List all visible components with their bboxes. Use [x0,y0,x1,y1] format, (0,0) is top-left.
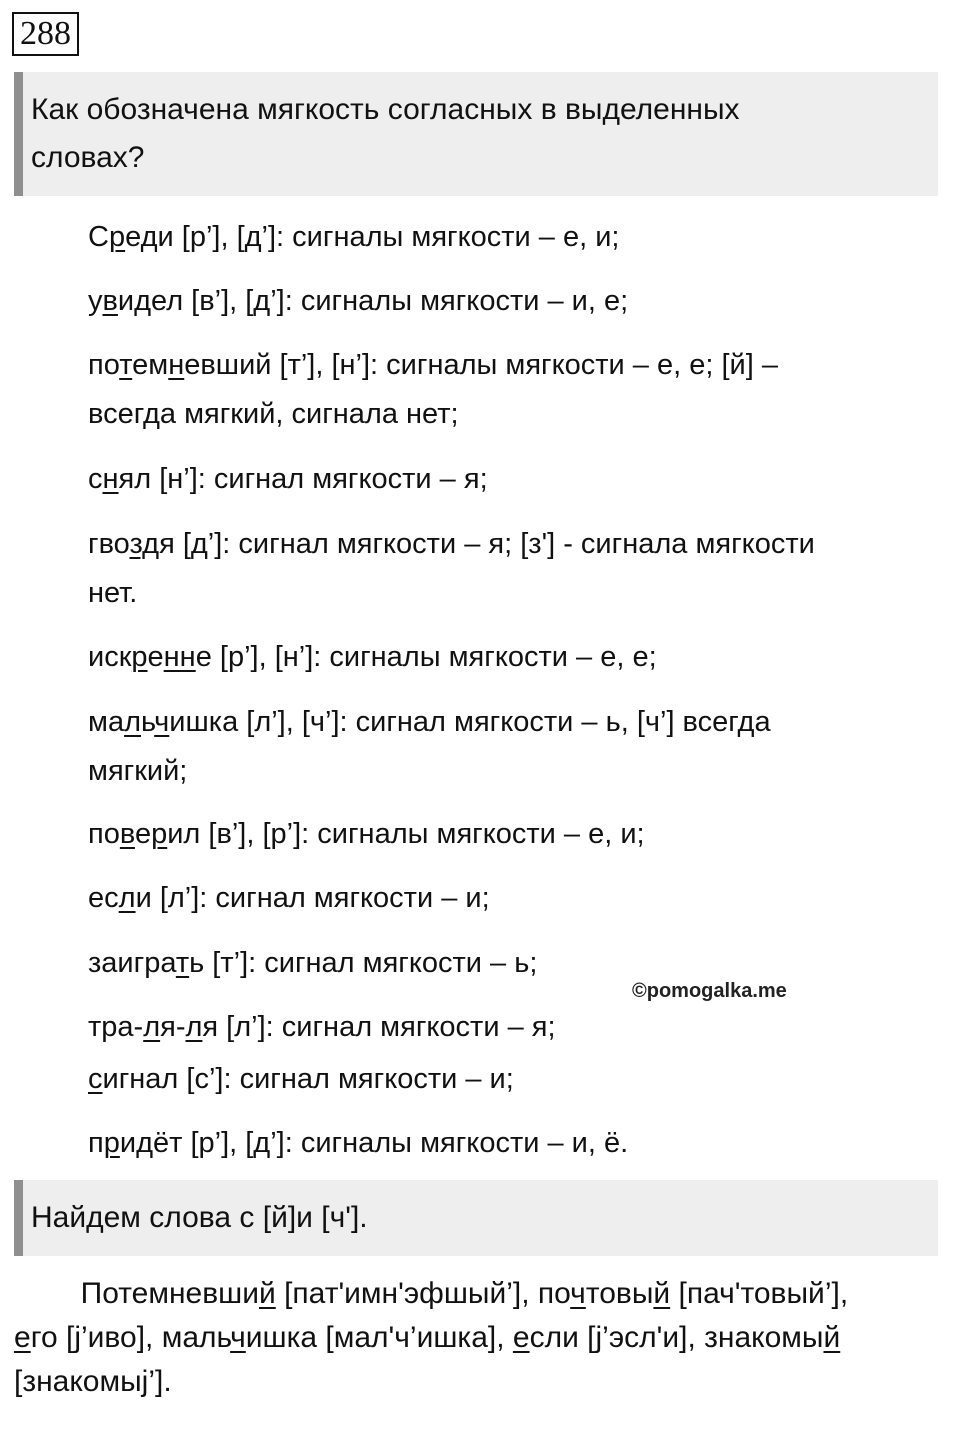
underlined-letter: л [118,882,136,914]
underlined-letter: ч [570,1277,586,1310]
answer-line [88,874,490,922]
underlined-letter: в [102,285,118,317]
text-segment: я- [160,1011,186,1043]
underlined-letter: р [108,221,126,253]
answer-line [88,747,187,795]
underlined-letter: р [151,818,168,850]
question-callout [14,72,938,196]
underlined-letter: д [136,1127,153,1159]
answer-line [88,1003,556,1051]
text-segment: с [88,463,103,495]
text-segment: ял [н’]: сигнал мягкости – я; [118,463,488,495]
answer-line [88,569,137,617]
text-segment: гво [88,528,130,560]
underlined-letter: зд [129,528,160,560]
section-heading-callout [14,1180,938,1256]
text-segment: е [р’], [н’]: сигналы мягкости – е, е; [195,641,657,673]
text-segment: иск [88,641,132,673]
watermark: ©pomogalka.me [632,980,787,1002]
text-segment: и [119,1127,137,1159]
question-line-1: Как обозначена мягкость согласных в выделенных [31,93,740,126]
text-segment: нет. [88,577,138,609]
answer-line [88,698,771,746]
underlined-letter: ч [154,706,170,738]
text-segment: [пат'имн'эфшый’], по [275,1277,571,1310]
text-segment: мягкий; [88,755,188,787]
text-segment: я [д’]: сигнал мягкости – я; [з'] - сигнала мягкости [159,528,815,560]
underlined-letter: т [175,947,190,979]
text-segment: ил [в’], [р’]: сигналы мягкости – е, и; [167,818,645,850]
section-heading: Найдем слова с [й]и [ч']. [31,1201,368,1234]
text-segment: ес [88,882,119,914]
text-segment: ь [141,706,155,738]
text-segment: игнал [с’]: сигнал мягкости – и; [102,1063,514,1095]
underlined-letter: н [102,463,119,495]
answer-line [88,341,778,389]
underlined-letter: р [103,1127,120,1159]
text-segment: по [88,818,120,850]
text-segment: ма [88,706,125,738]
text-segment: [знакомыj’]. [14,1365,172,1398]
underlined-letter: й [653,1277,671,1310]
text-segment: я [л’]: сигнал мягкости – я; [202,1011,556,1043]
underlined-letter: нн [163,641,196,673]
text-segment: ь [т’]: сигнал мягкости – ь; [189,947,538,979]
text-segment: ел [в’], [д’]: сигналы мягкости – и, е; [151,285,629,317]
underlined-letter: й [259,1277,276,1310]
text-segment: евший [т’], [н’]: сигналы мягкости – е, е; [й] – [184,349,778,381]
text-segment: по [88,349,120,381]
text-segment: [пач'товый’], [670,1277,849,1310]
answer-line [88,633,657,681]
task-number-box: 288 [12,12,79,56]
text-segment: заигра [88,947,176,979]
underlined-letter: л [124,706,141,738]
underlined-letter: д [140,221,158,253]
underlined-letter: ч [230,1321,246,1354]
text-segment: ишка [л’], [ч’]: сигнал мягкости – ь, [ч’] всегда [169,706,771,738]
text-segment: и [р’], [д’]: сигналы мягкости – е, и; [157,221,620,253]
paragraph-line [14,1316,840,1360]
text-segment: С [88,221,109,253]
text-segment: ем [132,349,169,381]
answer-line [88,1055,514,1103]
underlined-letter: е [512,1321,530,1354]
text-segment: и [л’]: сигнал мягкости – и; [135,882,490,914]
text-segment: го [j’иво], маль [30,1321,231,1354]
underlined-letter: в [119,818,135,850]
text-segment: у [88,285,103,317]
answer-line [88,277,628,325]
underlined-letter: д [134,285,152,317]
underlined-letter: с [88,1063,103,1095]
answer-line [88,810,645,858]
text-segment: всегда мягкий, сигнала нет; [88,398,459,430]
text-segment: тра- [88,1011,144,1043]
paragraph-line [14,1272,848,1316]
underlined-letter: е [14,1321,31,1354]
underlined-letter: р [131,641,148,673]
answer-line [88,520,815,568]
text-segment: е [125,221,141,253]
paragraph-line [14,1360,172,1404]
answer-line [88,213,620,261]
text-segment: ёт [р’], [д’]: сигналы мягкости – и, ё. [152,1127,629,1159]
underlined-letter: н [168,349,185,381]
question-line-2: словах? [31,141,145,174]
answer-line [88,939,537,987]
text-segment: Потемневши [14,1277,259,1310]
answer-line [88,455,488,503]
text-segment: е [134,818,152,850]
text-segment: и [117,285,135,317]
text-segment: ишка [мал'ч’ишка], [245,1321,513,1354]
text-segment: сли [j’эсл'и], знакомы [529,1321,824,1354]
answer-line [88,1119,628,1167]
text-segment: е [147,641,164,673]
text-segment: п [88,1127,104,1159]
underlined-letter: т [119,349,133,381]
text-segment: товы [585,1277,654,1310]
underlined-letter: й [823,1321,841,1354]
underlined-letter: л [143,1011,161,1043]
underlined-letter: л [185,1011,203,1043]
answer-line [88,390,459,438]
